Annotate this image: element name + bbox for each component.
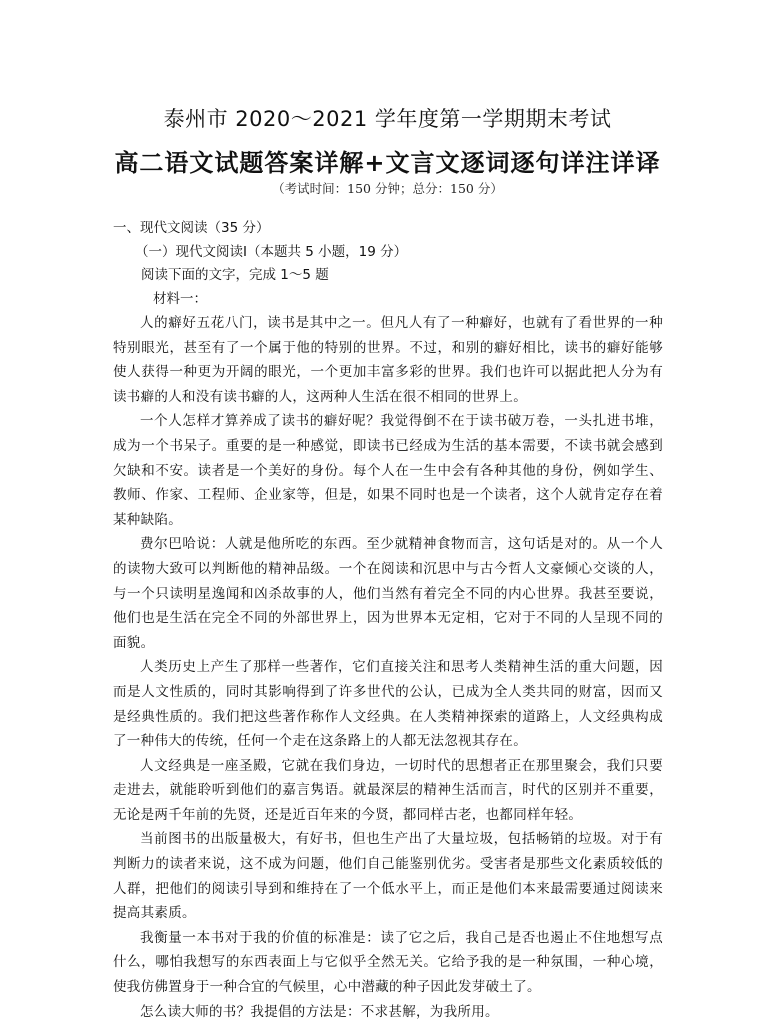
material-label: 材料一： <box>153 290 207 307</box>
paragraph: 人的癖好五花八门，读书是其中之一。但凡人有了一种癖好，也就有了看世界的一种特别眼光，甚至有了一个属于他的特别的世界。不过，和别的癖好相比，读书的癖好能够使人获得一种更为开阔的眼光，一个更加丰富多彩的世界。我们也许可以据此把人分为有读书癖的人和没有读书癖的人，这两种人生活在很不相同的世界上。 <box>113 315 663 405</box>
paragraph: 我衡量一本书对于我的价值的标准是：读了它之后，我自己是否也遏止不住地想写点什么，哪怕我想写的东西表面上与它似乎全然无关。它给予我的是一种氛围，一种心境，使我仿佛置身于一种合宜的气候里，心中潜藏的种子因此发芽破土了。 <box>113 929 663 996</box>
reading-instruction: 阅读下面的文字，完成 1～5 题 <box>141 267 329 283</box>
paragraph: 怎么读大师的书？我提倡的方法是：不求甚解，为我所用。 <box>140 1003 499 1020</box>
paragraph: 当前图书的出版量极大，有好书，但也生产出了大量垃圾，包括畅销的垃圾。对于有判断力的读者来说，这不成为问题，他们自己能鉴别优劣。受害者是那些文化素质较低的人群，把他们的阅读引导到和维持在了一个低水平上，而正是他们本来最需要通过阅读来提高其素质。 <box>113 831 663 922</box>
exam-title: 泰州市 2020～2021 学年度第一学期期末考试 <box>163 107 612 131</box>
paragraph: 一个人怎样才算养成了读书的癖好呢？我觉得倒不在于读书破万卷，一头扎进书堆，成为一个书呆子。重要的是一种感觉，即读书已经成为生活的基本需要，不读书就会感到欠缺和不安。读者是一个美好的身份。每个人在一生中会有各种其他的身份，例如学生、教师、作家、工程师、企业家等，但是，如果不同时也是一个读者，这个人就肯定存在着某种缺陷。 <box>113 413 663 528</box>
paragraph: 费尔巴哈说：人就是他所吃的东西。至少就精神食物而言，这句话是对的。从一个人的读物大致可以判断他的精神品级。一个在阅读和沉思中与古今哲人文豪倾心交谈的人，与一个只读明星逸闻和凶杀故事的人，他们当然有着完全不同的内心世界。我甚至要说，他们也是生活在完全不同的外部世界上，因为世界本无定相，它对于不同的人呈现不同的面貌。 <box>113 536 663 651</box>
exam-info: （考试时间：150 分钟；总分：150 分） <box>272 181 503 196</box>
document-body <box>113 217 663 1024</box>
paragraph: 人文经典是一座圣殿，它就在我们身边，一切时代的思想者正在那里聚会，我们只要走进去，就能聆听到他们的嘉言隽语。就最深层的精神生活而言，时代的区别并不重要，无论是两千年前的先贤，还是近百年来的今贤，都同样古老，也都同样年轻。 <box>113 757 663 823</box>
section-heading: 一、现代文阅读（35 分） <box>113 220 270 236</box>
material-text <box>113 311 663 1024</box>
section-subheading: （一）现代文阅读Ⅰ（本题共 5 小题，19 分） <box>135 243 408 260</box>
paragraph: 人类历史上产生了那样一些著作，它们直接关注和思考人类精神生活的重大问题，因而是人文性质的，同时其影响得到了许多世代的公认，已成为全人类共同的财富，因而又是经典性质的。我们把这些著作称作人文经典。在人类精神探索的道路上，人文经典构成了一种伟大的传统，任何一个走在这条路上的人都无法忽视其存在。 <box>113 659 663 750</box>
document-title: 高二语文试题答案详解+文言文逐词逐句详注详译 <box>114 149 661 177</box>
